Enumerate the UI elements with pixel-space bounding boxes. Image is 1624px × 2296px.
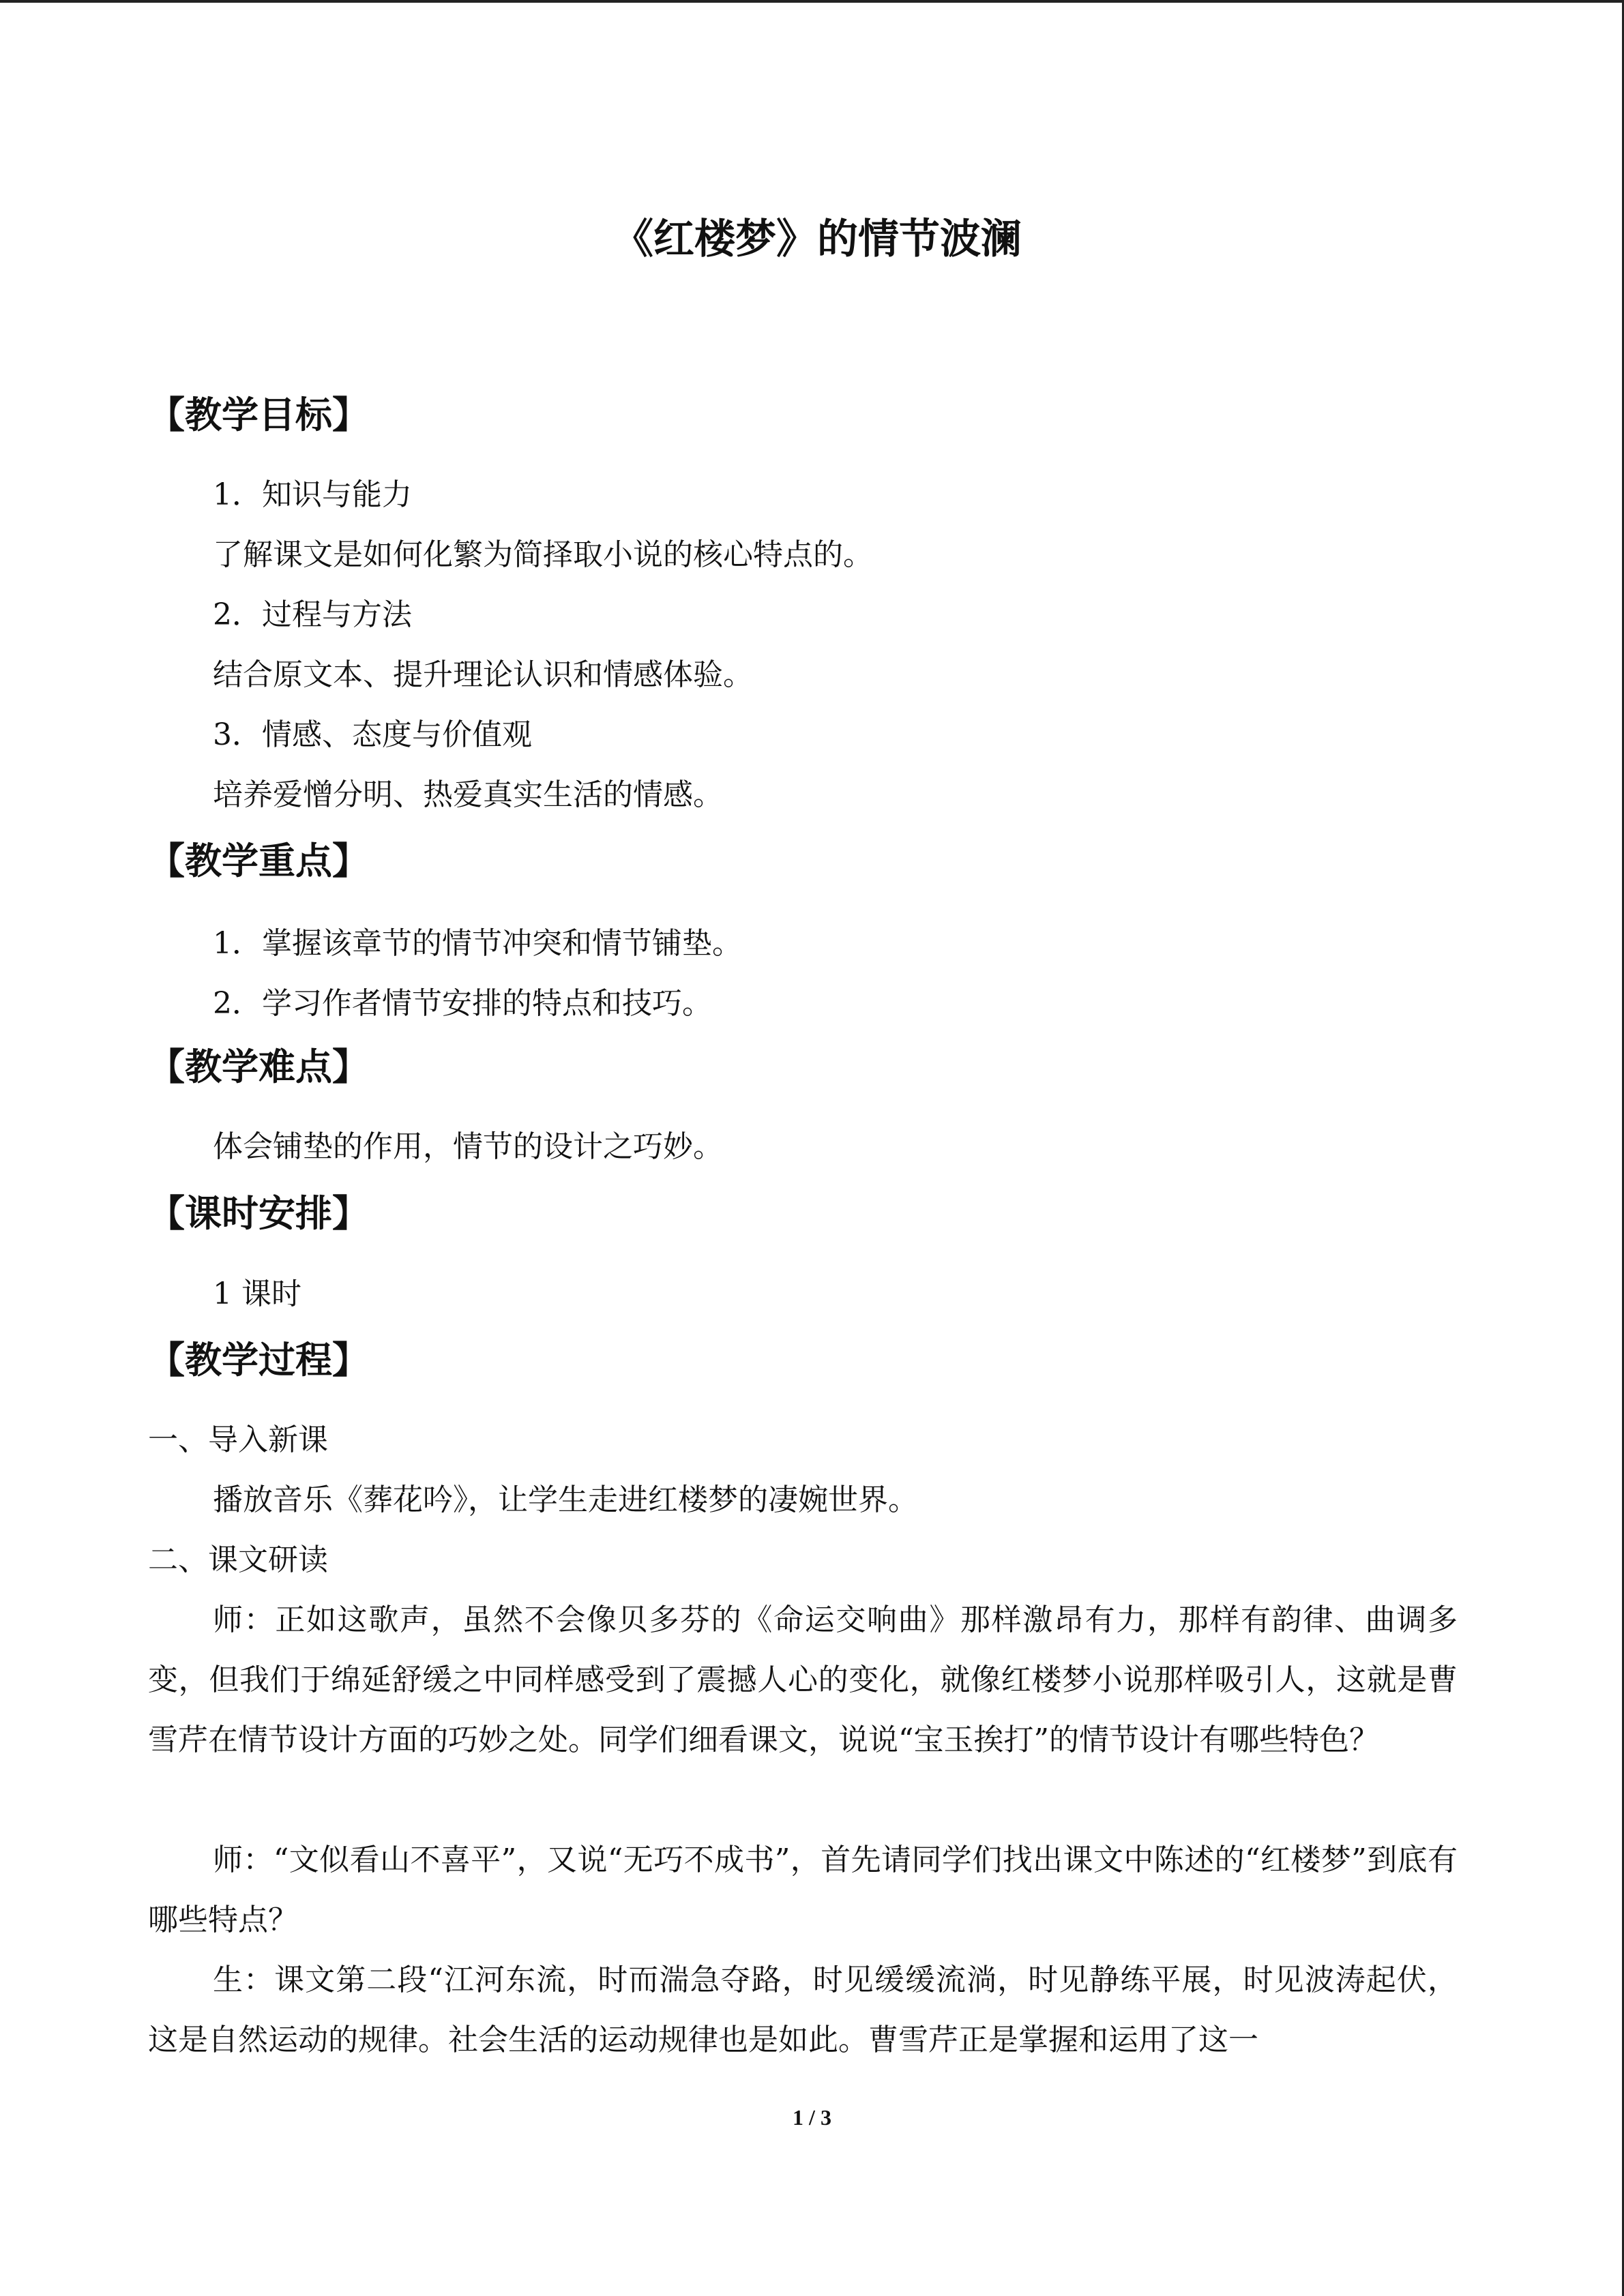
process-paragraph: 生：课文第二段“江河东流，时而湍急夺路，时见缓缓流淌，时见静练平展，时见波涛起伏，这是自然运动的规律。社会生活的运动规律也是如此。曹雪芹正是掌握和运用了这一: [148, 1963, 1458, 2057]
process-paragraph: 师：“文似看山不喜平”，又说“无巧不成书”，首先请同学们找出课文中陈述的“红楼梦”到底有哪些特点？: [148, 1843, 1458, 1937]
heading-key-points: 【教学重点】: [148, 839, 369, 882]
heading-difficulties: 【教学难点】: [148, 1045, 369, 1088]
heading-schedule: 【课时安排】: [148, 1191, 369, 1235]
objective-item: 3．情感、态度与价值观: [213, 717, 532, 752]
process-step-title: 二、课文研读: [148, 1542, 328, 1577]
page-number: 1 / 3: [793, 2105, 831, 2130]
key-point-item: 1．掌握该章节的情节冲突和情节铺垫。: [213, 926, 742, 961]
process-step-text: 播放音乐《葬花吟》，让学生走进红楼梦的凄婉世界。: [213, 1482, 918, 1517]
process-paragraph: 师：正如这歌声，虽然不会像贝多芬的《命运交响曲》那样激昂有力，那样有韵律、曲调多变，但我们于绵延舒缓之中同样感受到了震撼人心的变化，就像红楼梦小说那样吸引人，这就是曹雪芹在情节设计方面的巧妙之处。同学们细看课文，说说“宝玉挨打”的情节设计有哪些特色？: [148, 1602, 1458, 1757]
document-title: 《红楼梦》的情节波澜: [612, 215, 1022, 263]
key-point-item: 2．学习作者情节安排的特点和技巧。: [213, 986, 712, 1021]
top-border: [0, 0, 1624, 3]
heading-process: 【教学过程】: [148, 1338, 369, 1382]
objective-item: 1．知识与能力: [213, 477, 412, 512]
objective-item: 结合原文本、提升理论认识和情感体验。: [213, 657, 753, 692]
objective-item: 了解课文是如何化繁为简择取小说的核心特点的。: [213, 537, 873, 572]
process-step-title: 一、导入新课: [148, 1422, 328, 1457]
objective-item: 培养爱憎分明、热爱真实生活的情感。: [213, 777, 723, 812]
difficulty-item: 体会铺垫的作用，情节的设计之巧妙。: [213, 1129, 723, 1164]
schedule-item: 1 课时: [213, 1277, 301, 1311]
heading-objectives: 【教学目标】: [148, 393, 369, 436]
objective-item: 2．过程与方法: [213, 597, 412, 632]
